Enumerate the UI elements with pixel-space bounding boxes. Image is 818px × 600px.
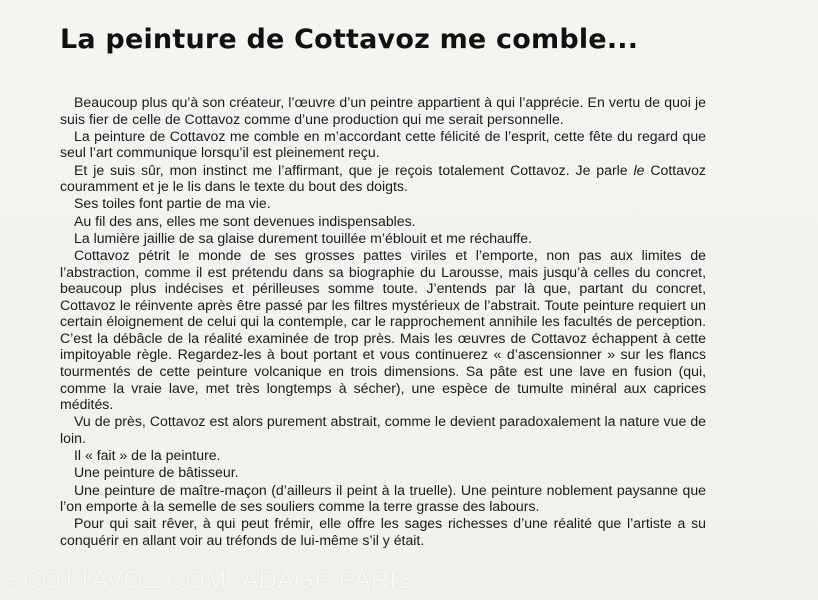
paragraph-3-emphasis: le xyxy=(633,161,645,178)
article-body xyxy=(60,94,706,549)
paragraph-6: La lumière jaillie de sa glaise durement touillée m’éblouit et me réchauffe. xyxy=(74,229,533,246)
paragraph-11: Une peinture de maître-maçon (d’ailleurs il peint à la truelle). Une peinture noblement paysanne que l’on emporte à la semelle de ses souliers comme la terre grasse des labours. xyxy=(60,481,706,515)
paragraph-12: Pour qui sait rêver, à qui peut frémir, elle offre les sages richesses d’une réalité que l’artiste a su conquérir en allant voir au tréfonds de lui-même s’il y était. xyxy=(60,515,706,548)
paragraph-10: Une peinture de bâtisseur. xyxy=(74,464,239,481)
page-title: La peinture de Cottavoz me comble... xyxy=(60,24,639,55)
paragraph-7: Cottavoz pétrit le monde de ses grosses pattes viriles et l’emporte, non pas aux limites de l’abstraction, comme il est prétendu dans sa biographie du Larousse, mais jusqu’à celles du concret, beaucoup plus indécises et périlleuses somme toute. J’entends par là que, partant du concret, Cottavoz le réinvente après être passé par les filtres mystérieux de l’abstrait. Toute peinture requiert un certain éloignement de celui qui la contemple, car le rapprochement annihile les facultés de perception. C’est la débâcle de la réalité examinée de trop près. Mais les œuvres de Cottavoz échappent à cette impitoyable règle. Regardez-les à bout portant et vous continuerez « d’ascensionner » sur les flancs tourmentés de cette peinture volcanique en trois dimensions. Sa pâte est une lave en fusion (qui, comme la vraie lave, met très longtemps à sécher), une espèce de tumulte minéral aux caprices médités. xyxy=(60,246,706,413)
paragraph-3-part-1: Et je suis sûr, mon instinct me l’affirmant, que je reçois totalement Cottavoz. Je parle xyxy=(74,161,634,178)
paragraph-9: Il « fait » de la peinture. xyxy=(74,447,221,464)
paragraph-3-part-2: Cottavoz couramment et je le lis dans le texte du bout des doigts. xyxy=(60,161,706,195)
paragraph-1: Beaucoup plus qu’à son créateur, l’œuvre d’un peintre appartient à qui l’apprécie. En vertu de quoi je suis fier de celle de Cottavoz comme d’une production qui me serait personnelle. xyxy=(60,94,706,127)
paragraph-4: Ses toiles font partie de ma vie. xyxy=(74,195,271,212)
paragraph-5: Au fil des ans, elles me sont devenues indispensables. xyxy=(74,212,416,229)
paragraph-2: La peinture de Cottavoz me comble en m’accordant cette félicité de l’esprit, cette fête du regard que seul l’art communique lorsqu’il est pleinement reçu. xyxy=(60,127,706,161)
paragraph-3 xyxy=(60,162,706,195)
paragraph-8: Vu de près, Cottavoz est alors purement abstrait, comme le devient paradoxalement la nature vue de loin. xyxy=(60,413,706,447)
copyright-watermark: ©COTTAVOZ.COM- ADAGP PARIS xyxy=(4,566,415,594)
